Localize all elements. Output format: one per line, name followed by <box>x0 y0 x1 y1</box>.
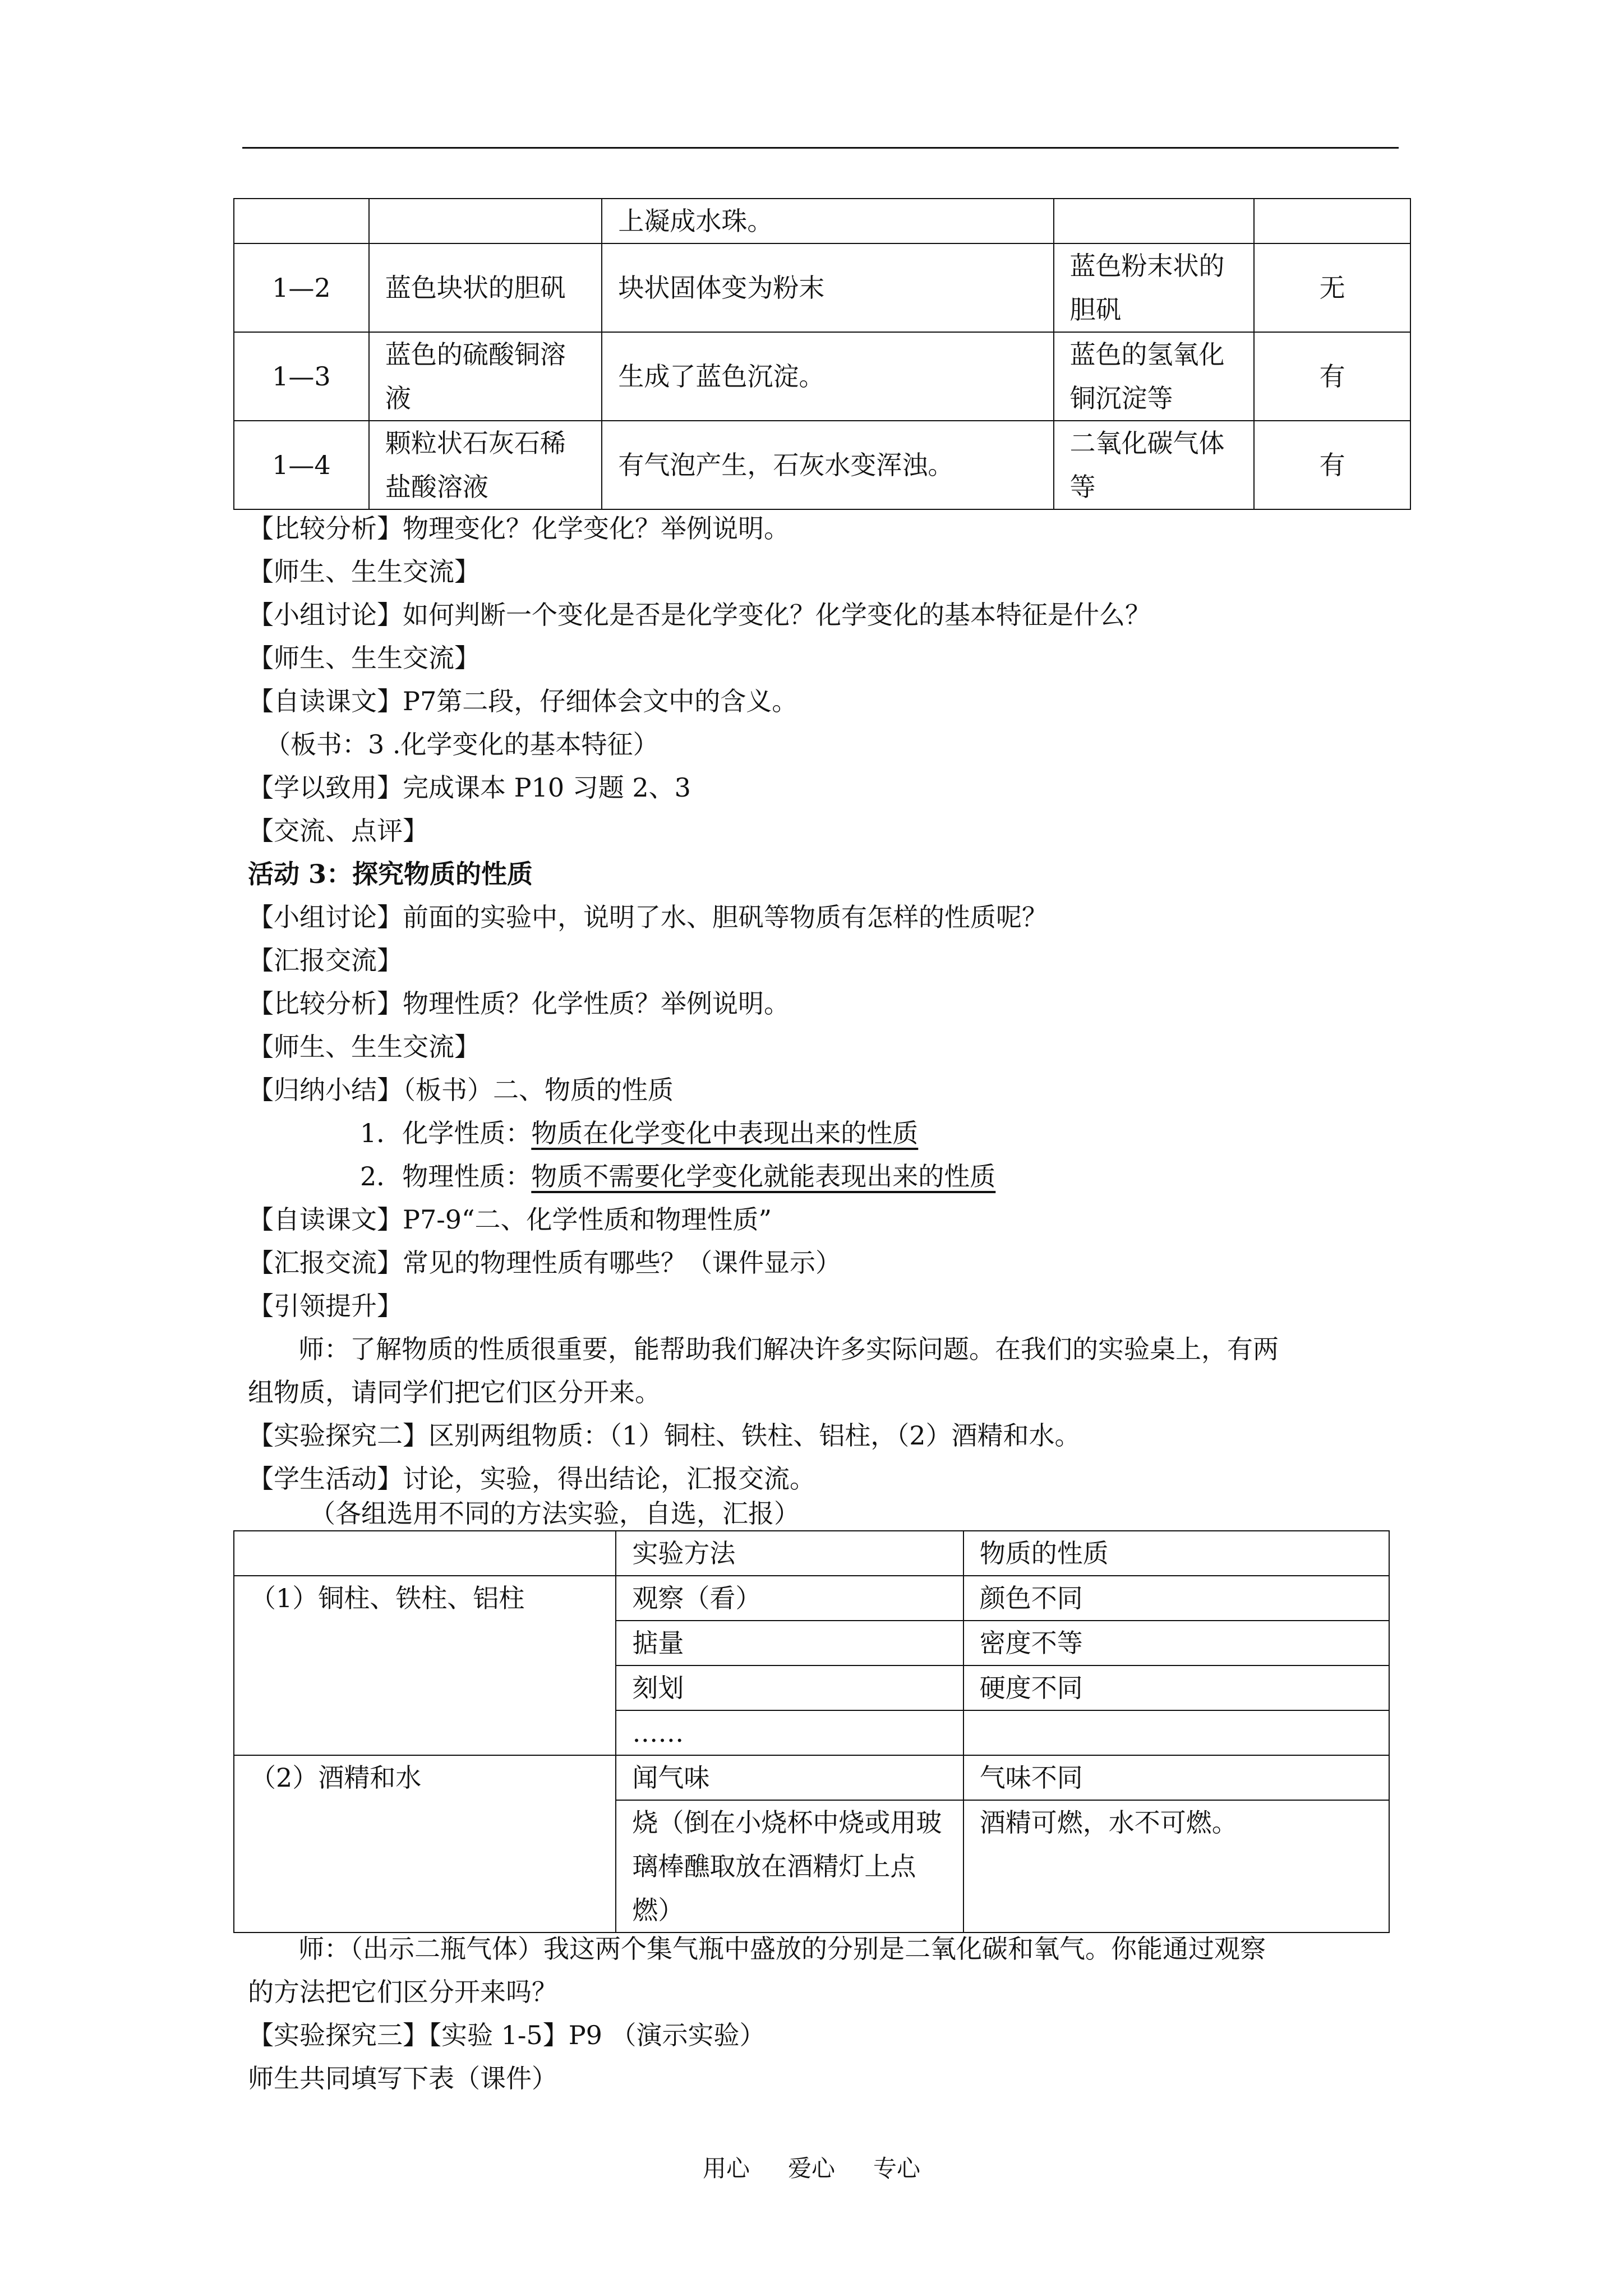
text-line: 师生共同填写下表（课件） <box>248 2063 557 2093</box>
table-cell: …… <box>616 1710 963 1755</box>
footer-text: 用心 <box>702 2155 750 2182</box>
text-line: 【交流、点评】 <box>248 816 428 846</box>
text-line: 【自读课文】P7-9“二、化学性质和物理性质” <box>248 1204 772 1235</box>
table-cell: 有 <box>1254 421 1410 509</box>
page-footer <box>0 2150 1623 2184</box>
table-cell <box>1054 199 1255 243</box>
table-cell: 蓝色的硫酸铜溶液 <box>369 332 602 421</box>
footer-text: 专心 <box>873 2155 921 2182</box>
table-row <box>234 1576 1389 1621</box>
table-cell <box>369 199 602 243</box>
table-cell <box>963 1710 1389 1755</box>
header-cell: 物质的性质 <box>963 1531 1389 1576</box>
property-table <box>233 1530 1390 1933</box>
text-line: 【自读课文】P7第二段，仔细体会文中的含义。 <box>248 686 798 716</box>
text-line: 【比较分析】物理性质？化学性质？举例说明。 <box>248 988 790 1019</box>
list-label: 2．物理性质： <box>360 1161 532 1191</box>
table-header-row <box>234 1531 1389 1576</box>
table-cell: 1—4 <box>234 421 369 509</box>
text-line: 【师生、生生交流】 <box>248 1032 480 1062</box>
group-cell: （1）铜柱、铁柱、铝柱 <box>234 1576 616 1755</box>
text-line: 师：了解物质的性质很重要，能帮助我们解决许多实际问题。在我们的实验桌上，有两 <box>298 1334 1279 1364</box>
table-cell: 1—2 <box>234 243 369 332</box>
table-row <box>234 421 1410 509</box>
table-cell: 1—3 <box>234 332 369 421</box>
table-cell: 闻气味 <box>616 1755 963 1800</box>
table-cell: 刻划 <box>616 1665 963 1710</box>
table-row <box>234 199 1410 243</box>
table-cell: 气味不同 <box>963 1755 1389 1800</box>
text-line: 【汇报交流】常见的物理性质有哪些？（课件显示） <box>248 1248 841 1278</box>
text-line: 的方法把它们区分开来吗？ <box>248 1977 557 2007</box>
table-cell: 颗粒状石灰石稀盐酸溶液 <box>369 421 602 509</box>
table-cell: 有气泡产生，石灰水变浑浊。 <box>602 421 1053 509</box>
text-line: 【实验探究二】区别两组物质：（1）铜柱、铁柱、铝柱，（2）酒精和水。 <box>248 1420 1081 1451</box>
table-cell: 密度不等 <box>963 1621 1389 1665</box>
text-line: （各组选用不同的方法实验，自选，汇报） <box>310 1498 800 1529</box>
table-cell <box>234 199 369 243</box>
table-cell: 生成了蓝色沉淀。 <box>602 332 1053 421</box>
text-line: 【实验探究三】【实验 1-5】P9 （演示实验） <box>248 2020 766 2050</box>
footer-text: 爱心 <box>787 2155 835 2182</box>
table-cell: 蓝色的氢氧化铜沉淀等 <box>1054 332 1255 421</box>
table-row <box>234 332 1410 421</box>
table-cell: 有 <box>1254 332 1410 421</box>
table-cell: 观察（看） <box>616 1576 963 1621</box>
definition: 物质不需要化学变化就能表现出来的性质 <box>531 1161 996 1191</box>
table-cell: 颜色不同 <box>963 1576 1389 1621</box>
table-cell: 二氧化碳气体等 <box>1054 421 1255 509</box>
text-line: 【归纳小结】（板书）二、物质的性质 <box>248 1075 674 1105</box>
text-line: 【小组讨论】前面的实验中，说明了水、胆矾等物质有怎样的性质呢？ <box>248 902 1048 932</box>
text-line: 【学以致用】完成课本 P10 习题 2、3 <box>248 772 691 803</box>
table-cell: 硬度不同 <box>963 1665 1389 1710</box>
header-cell: 实验方法 <box>616 1531 963 1576</box>
table-cell: 上凝成水珠。 <box>602 199 1053 243</box>
text-line: 【引领提升】 <box>248 1291 403 1321</box>
table-cell: 块状固体变为粉末 <box>602 243 1053 332</box>
text-line: 【师生、生生交流】 <box>248 643 480 673</box>
list-item <box>360 1159 995 1193</box>
list-label: 1．化学性质： <box>360 1118 532 1148</box>
table-cell: 酒精可燃，水不可燃。 <box>963 1800 1389 1932</box>
text-line: 师：（出示二瓶气体）我这两个集气瓶中盛放的分别是二氧化碳和氧气。你能通过观察 <box>298 1934 1266 1964</box>
table-cell: 蓝色块状的胆矾 <box>369 243 602 332</box>
table-cell <box>1254 199 1410 243</box>
text-line: 【学生活动】讨论，实验，得出结论，汇报交流。 <box>248 1464 815 1494</box>
text-line: （板书：3 .化学变化的基本特征） <box>265 729 659 760</box>
text-line: 【小组讨论】如何判断一个变化是否是化学变化？化学变化的基本特征是什么？ <box>248 600 1151 630</box>
table-cell: 烧（倒在小烧杯中烧或用玻璃棒醮取放在酒精灯上点燃） <box>616 1800 963 1932</box>
text-line: 【师生、生生交流】 <box>248 556 480 587</box>
table-cell: 掂量 <box>616 1621 963 1665</box>
table-cell: 蓝色粉末状的胆矾 <box>1054 243 1255 332</box>
header-rule <box>242 147 1399 149</box>
text-line: 【比较分析】物理变化？化学变化？举例说明。 <box>248 513 790 544</box>
list-item <box>360 1116 918 1150</box>
definition: 物质在化学变化中表现出来的性质 <box>531 1118 919 1148</box>
table-row <box>234 243 1410 332</box>
experiment-table-1 <box>233 198 1411 510</box>
text-line: 【汇报交流】 <box>248 945 403 976</box>
header-cell <box>234 1531 616 1576</box>
section-heading: 活动 3：探究物质的性质 <box>248 859 533 889</box>
text-line: 组物质，请同学们把它们区分开来。 <box>248 1377 661 1407</box>
group-cell: （2）酒精和水 <box>234 1755 616 1932</box>
table-row <box>234 1755 1389 1800</box>
table-cell: 无 <box>1254 243 1410 332</box>
